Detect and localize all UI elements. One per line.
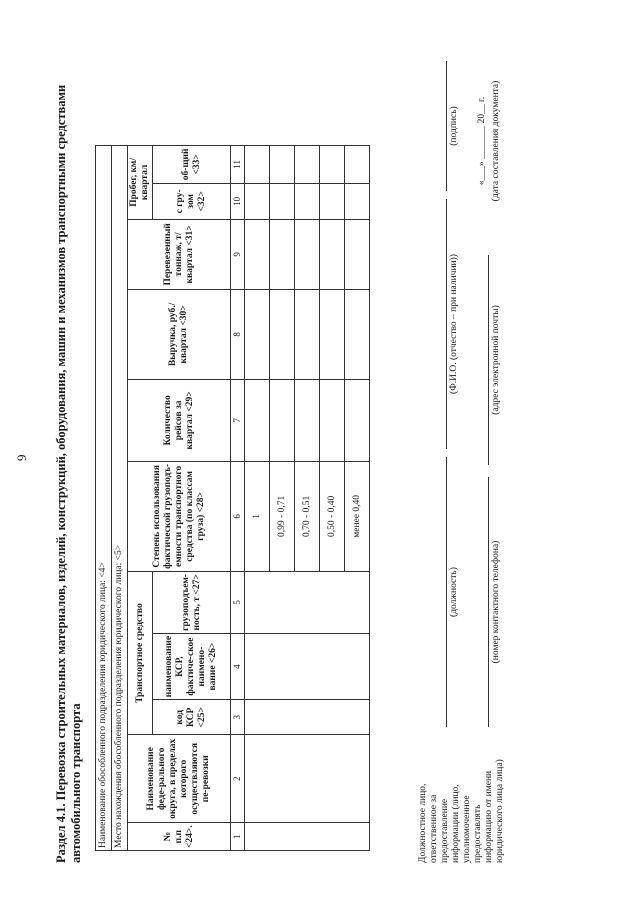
header-ksr-code: код КСР <25> bbox=[153, 700, 231, 735]
section-title: Раздел 4.1. Перевозка строительных материалов, изделий, конструкций, оборудования, машин и механизмов транспортными средствами автомобильного транспорта bbox=[54, 84, 83, 863]
column-number: 1 bbox=[231, 823, 245, 851]
email-caption: (адрес электронной почты) bbox=[491, 305, 501, 415]
header-ksr-name: наименование КСР, фактиче-ское наимено-вание <26> bbox=[153, 633, 231, 699]
org-unit-name-line: Наименование обособленного подразделения юридического лица: <4> bbox=[96, 145, 112, 850]
column-number: 10 bbox=[231, 183, 245, 219]
signature-line[interactable] bbox=[446, 61, 447, 191]
column-number: 2 bbox=[231, 735, 245, 823]
column-number: 4 bbox=[231, 633, 245, 699]
column-number: 8 bbox=[231, 289, 245, 379]
date-template[interactable]: «___» _______ 20__ г. bbox=[477, 96, 487, 186]
email-line[interactable] bbox=[488, 255, 489, 465]
header-tonnage: Перевезенный тоннаж, т/квартал <31> bbox=[128, 219, 231, 289]
transport-table bbox=[95, 145, 370, 851]
header-mileage-group: Пробег, км/квартал bbox=[128, 145, 153, 219]
header-mileage-total: об-щий <33> bbox=[153, 145, 231, 183]
column-number: 9 bbox=[231, 219, 245, 289]
position-line[interactable] bbox=[446, 457, 447, 727]
column-number: 6 bbox=[231, 461, 245, 571]
load-class-cell: 0,70 - 0,51 bbox=[295, 461, 320, 571]
header-trips: Количество рейсов за квартал <29> bbox=[128, 379, 231, 461]
load-class-cell: 0,50 - 0,40 bbox=[320, 461, 345, 571]
page-number: 9 bbox=[14, 454, 29, 461]
signature-caption: (подпись) bbox=[449, 106, 459, 146]
column-number: 3 bbox=[231, 700, 245, 735]
header-number: № п.п <24>. bbox=[128, 823, 231, 851]
load-class-cell: менее 0,40 bbox=[345, 461, 370, 571]
column-numbers-row bbox=[231, 145, 245, 850]
header-capacity: грузоподъем-ность, т <27> bbox=[153, 571, 231, 633]
fio-caption: (Ф.И.О. (отчество – при наличии)) bbox=[449, 254, 459, 394]
header-federal-district: Наименование феде-рального округа, в пределах которого осуществляются пе-ревозки bbox=[128, 735, 231, 823]
column-number: 5 bbox=[231, 571, 245, 633]
date-caption: (дата составления документа) bbox=[491, 80, 501, 202]
load-class-cell: 0,99 - 0,71 bbox=[270, 461, 295, 571]
header-mileage-loaded: с гру-зом <32> bbox=[153, 183, 231, 219]
phone-caption: (номер контактного телефона) bbox=[491, 540, 501, 664]
header-transport-group: Транспортное средство bbox=[128, 571, 153, 734]
phone-line[interactable] bbox=[488, 477, 489, 727]
column-number: 11 bbox=[231, 145, 245, 183]
header-revenue: Выручка, руб./квартал <30> bbox=[128, 289, 231, 379]
position-caption: (должность) bbox=[449, 567, 459, 617]
responsible-person-text: Должностное лицо, ответственное за предоставление информации (лицо, уполномоченное предоставлять информацию от имени юридического лица лица) bbox=[418, 759, 505, 863]
org-unit-location-line: Место нахождения обособленного подразделения юридического лица: <5> bbox=[112, 145, 128, 850]
load-class-cell: 1 bbox=[245, 461, 270, 571]
column-number: 7 bbox=[231, 379, 245, 461]
table-row bbox=[245, 145, 270, 850]
header-load-usage: Степень использования фактической грузоподъ-емности транспортного средства (по классам груза) <28> bbox=[128, 461, 231, 571]
fio-line[interactable] bbox=[446, 199, 447, 449]
